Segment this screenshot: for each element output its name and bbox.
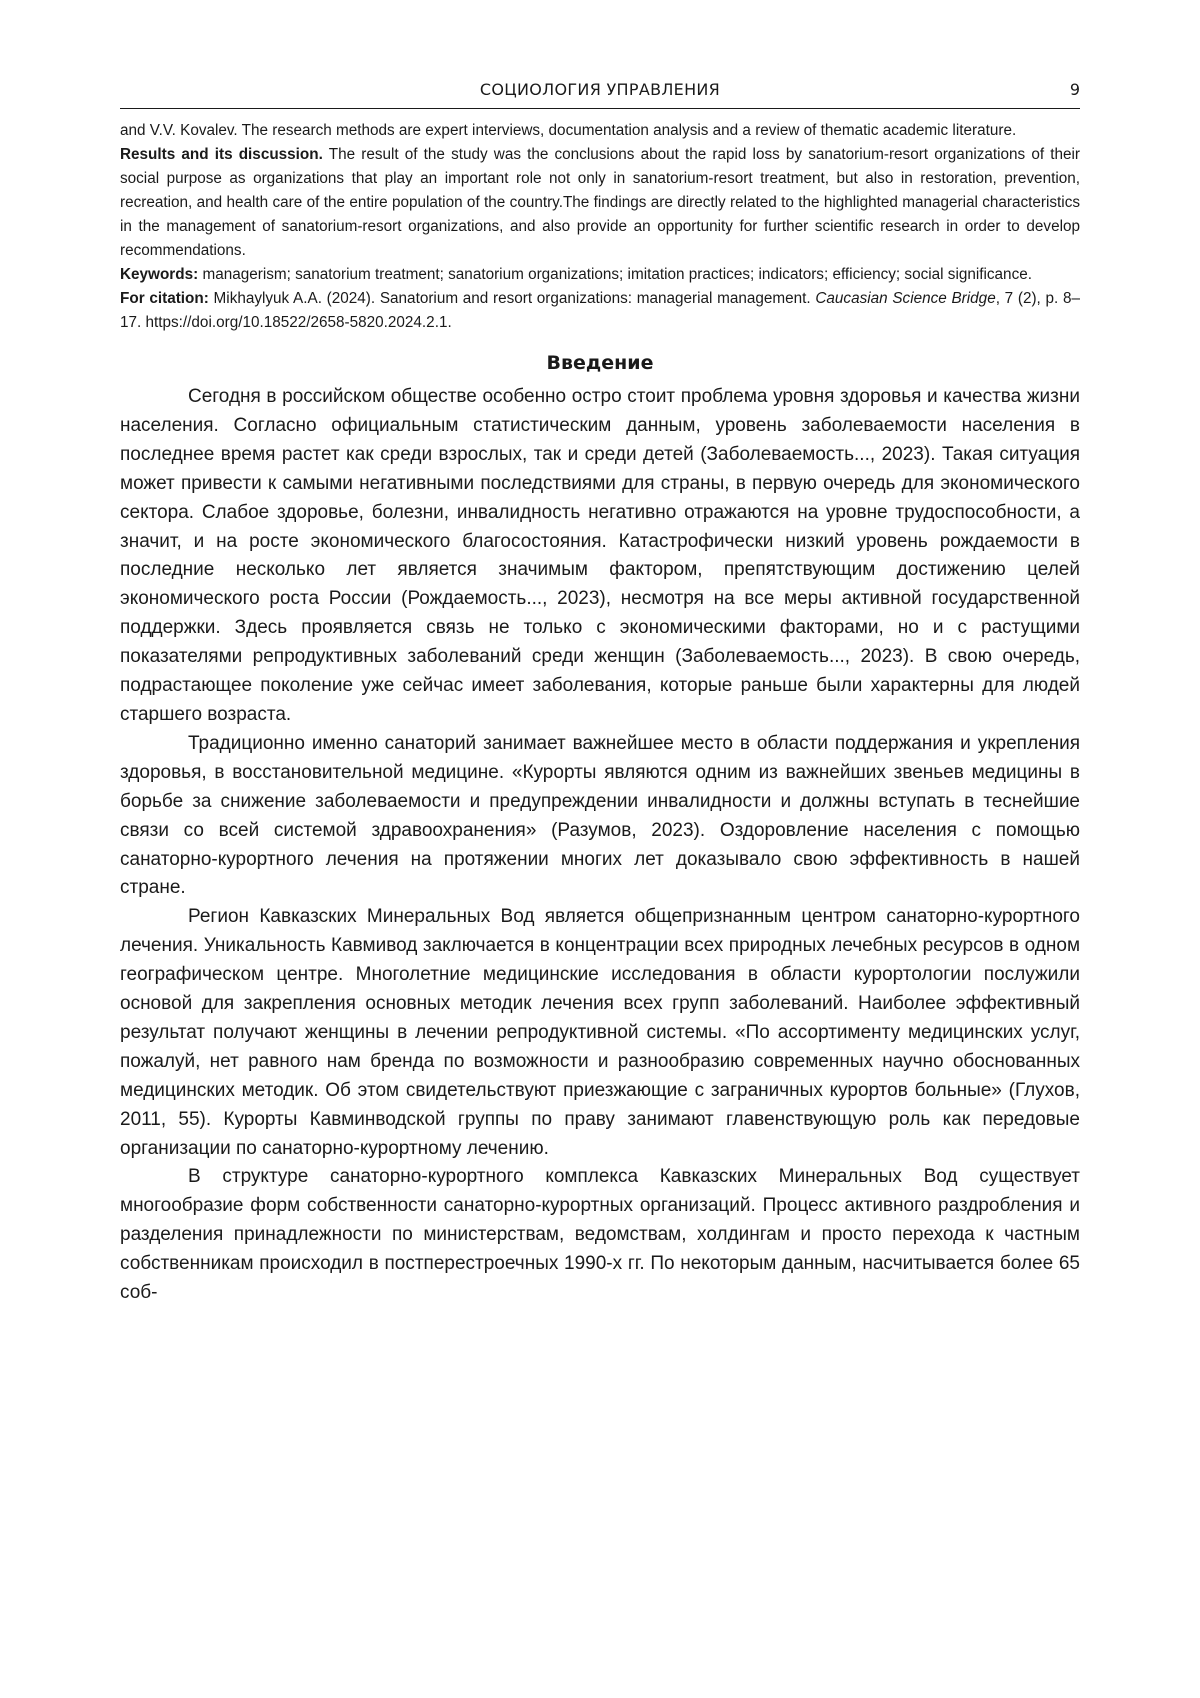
introduction-body [120,383,1080,1308]
running-header [120,78,1080,109]
page [120,78,1080,1308]
abstract-continuation: and V.V. Kovalev. The research methods are expert interviews, documentation analysis and a review of thematic academic literature. [120,122,1017,139]
citation-journal: Caucasian Science Bridge [815,290,996,307]
body-paragraph: Традиционно именно санаторий занимает важнейшее место в области поддержания и укрепления здоровья, в восстановительной медицине. «Курорты являются одним из важнейших звеньев медицины в борьбе за снижение заболеваемости и предупреждении инвалидности и должны вступать в теснейшие связи со всей системой здравоохранения» (Разумов, 2023). Оздоровление населения с помощью санаторно-курортного лечения на протяжении многих лет доказывало свою эффективность в нашей стране. [120,732,1080,899]
body-paragraph: В структуре санаторно-курортного комплекса Кавказских Минеральных Вод существует многообразие форм собственности санаторно-курортных организаций. Процесс активного раздробления и разделения принадлежности по министерствам, ведомствам, холдингам и просто перехода к частным собственникам происходил в постперестроечных 1990-х гг. По некоторым данным, насчитывается более 65 соб- [120,1166,1080,1304]
results-paragraph [120,143,1080,263]
page-number: 9 [1069,80,1080,99]
keywords-paragraph [120,263,1080,287]
results-text: The result of the study was the conclusions about the rapid loss by sanatorium-resort organizations of their social purpose as organizations that play an important role not only in sanatorium-resort treatment, but also in restoration, prevention, recreation, and health care of the entire population of the country.The findings are directly related to the highlighted managerial characteristics in the management of sanatorium-resort organizations, and also provide an opportunity for further scientific research in order to develop recommendations. [120,146,1080,259]
citation-label: For citation: [120,290,209,307]
citation-tail: , 7 (2), p. 8–17. https://doi.org/10.18522/2658-5820.2024.2.1. [120,290,1080,331]
body-paragraph: Регион Кавказских Минеральных Вод является общепризнанным центром санаторно-курортного лечения. Уникальность Кавмивод заключается в концентрации всех природных лечебных ресурсов в одном географическом центре. Многолетние медицинские исследования в области курортологии послужили основой для закрепления основных методик лечения всех групп заболеваний. Наиболее эффективный результат получают женщины в лечении репродуктивной системы. «По ассортименту медицинских услуг, пожалуй, нет равного нам бренда по возможности и разнообразию современных научно обоснованных медицинских методик. Об этом свидетельствуют приезжающие с заграничных курортов больные» (Глухов, 2011, 55). Курорты Кавминводской группы по праву занимают главенствующую роль как передовые организации по санаторно-курортному лечению. [120,906,1080,1159]
running-title: СОЦИОЛОГИЯ УПРАВЛЕНИЯ [479,80,721,99]
keywords-text: managerism; sanatorium treatment; sanatorium organizations; imitation practices; indicators; efficiency; social significance. [198,266,1032,283]
results-label: Results and its discussion. [120,146,323,163]
section-heading: Введение [546,352,654,374]
citation-text: Mikhaylyuk A.A. (2024). Sanatorium and resort organizations: managerial management. [208,290,816,307]
keywords-label: Keywords: [120,266,199,283]
body-paragraph: Сегодня в российском обществе особенно остро стоит проблема уровня здоровья и качества жизни населения. Согласно официальным статистическим данным, уровень заболеваемости населения в последнее время растет как среди взрослых, так и среди детей (Заболеваемость..., 2023). Такая ситуация может привести к самыми негативными последствиями для страны, в первую очередь для экономического сектора. Слабое здоровье, болезни, инвалидность негативно отражаются на уровне трудоспособности, а значит, и на росте экономического благосостояния. Катастрофически низкий уровень рождаемости в последние несколько лет является значимым фактором, препятствующим достижению целей экономического роста России (Рождаемость..., 2023), несмотря на все меры активной государственной поддержки. Здесь проявляется связь не только с экономическими факторами, но и с растущими показателями репродуктивных заболеваний среди женщин (Заболеваемость..., 2023). В свою очередь, подрастающее поколение уже сейчас имеет заболевания, которые раньше были характерны для людей старшего возраста. [120,386,1080,725]
citation-paragraph [120,287,1080,335]
abstract [120,119,1080,335]
